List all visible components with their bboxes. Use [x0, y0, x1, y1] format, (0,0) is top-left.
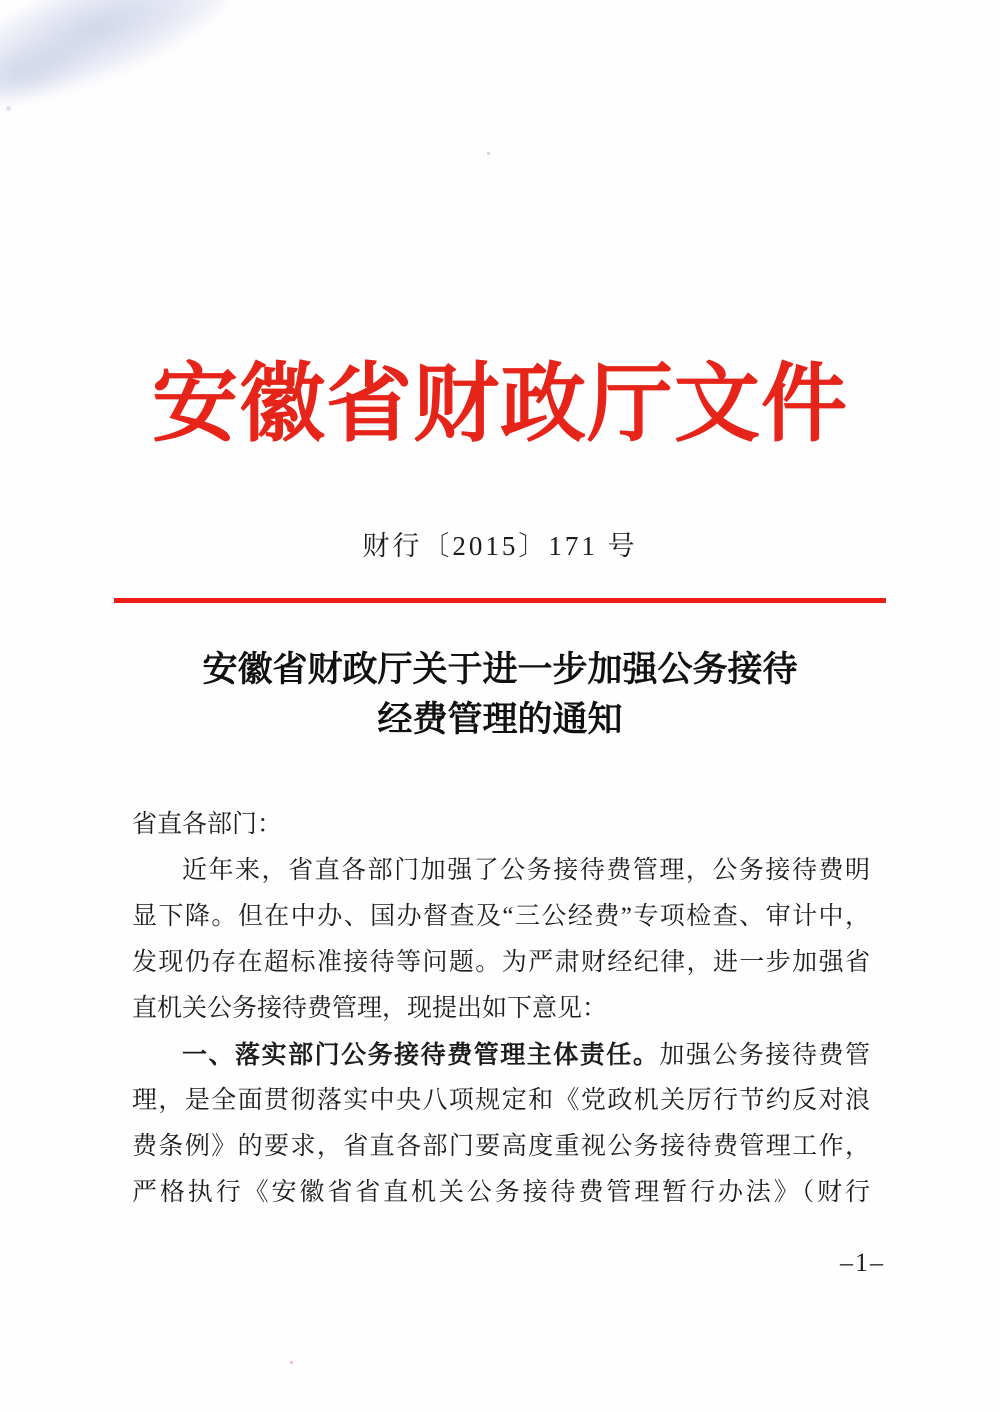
- scan-speck: [487, 152, 490, 155]
- document-title-line2: 经费管理的通知: [377, 700, 623, 739]
- body-line: 直机关公务接待费管理，现提出如下意见：: [132, 995, 608, 1022]
- scan-speck: [290, 1361, 293, 1364]
- body-line-with-section-heading: [132, 1032, 870, 1078]
- document-body: [132, 802, 870, 1216]
- page-number: –1–: [840, 1248, 885, 1277]
- body-line: 近年来，省直各部门加强了公务接待费管理，公务接待费明: [182, 857, 870, 884]
- agency-letterhead-title: 安徽省财政厅文件: [152, 356, 848, 452]
- body-line: 严格执行《安徽省省直机关公务接待费管理暂行办法》（财行: [132, 1179, 870, 1206]
- document-reference-number: 财行〔2015〕171 号: [362, 531, 638, 561]
- body-line: 理，是全面贯彻落实中央八项规定和《党政机关厉行节约反对浪: [132, 1087, 870, 1114]
- body-line-text: 加强公务接待费管: [659, 1042, 870, 1069]
- scan-speck: [6, 106, 11, 111]
- body-line: 费条例》的要求，省直各部门要高度重视公务接待费管理工作，: [132, 1133, 870, 1160]
- body-line: 发现仍存在超标准接待等问题。为严肃财经纪律，进一步加强省: [132, 949, 870, 976]
- red-separator-line: [114, 598, 886, 603]
- salutation-line: 省直各部门：: [132, 811, 283, 838]
- document-title-line1: 安徽省财政厅关于进一步加强公务接待: [202, 650, 798, 689]
- section-heading-bold: 一、落实部门公务接待费管理主体责任。: [182, 1041, 660, 1069]
- body-line: 显下降。但在中办、国办督查及“三公经费”专项检查、审计中，: [132, 903, 870, 930]
- document-title: [0, 645, 1000, 745]
